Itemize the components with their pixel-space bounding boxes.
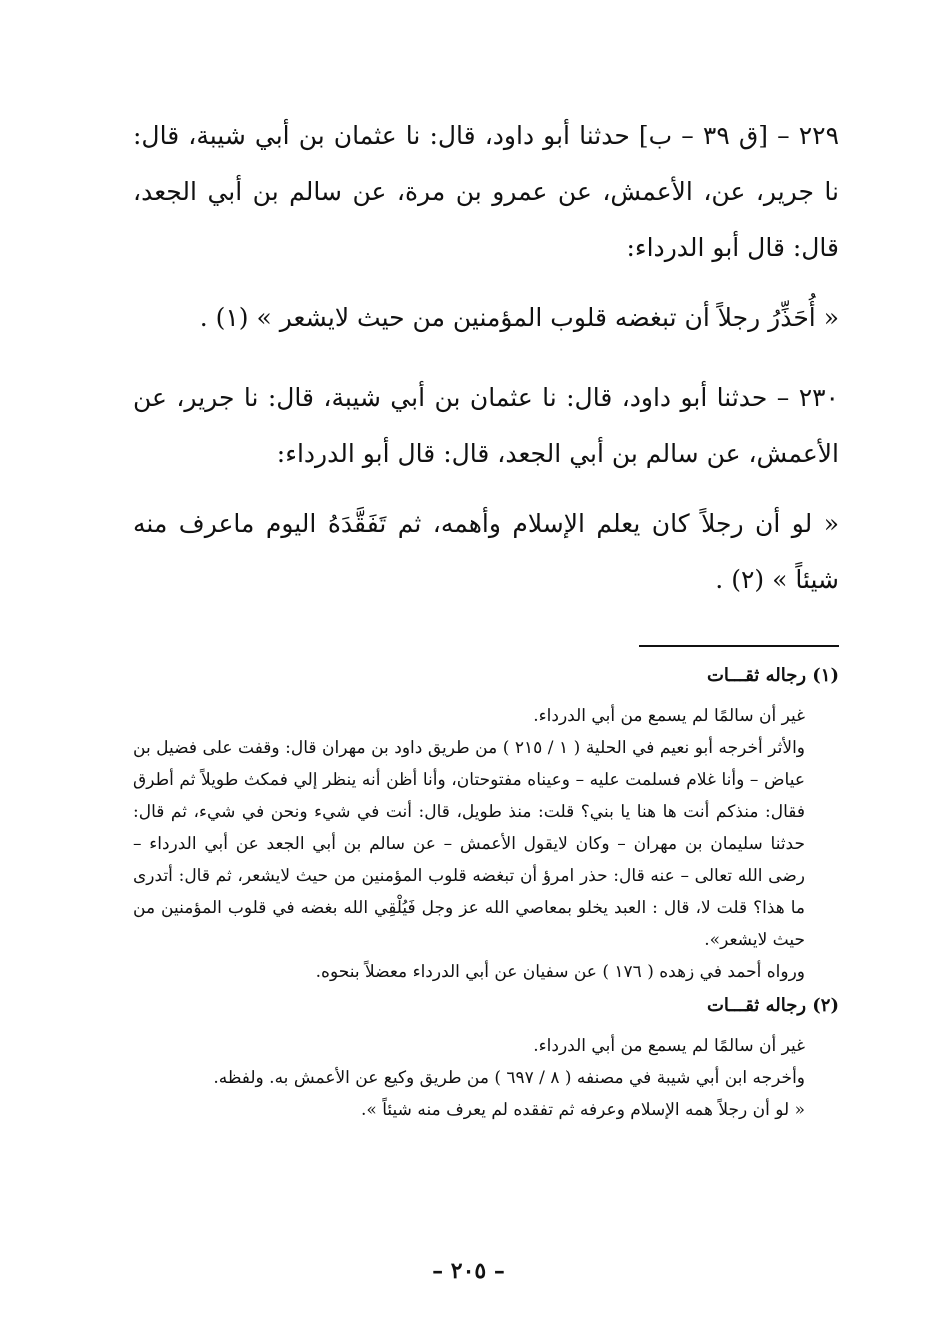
footnote-1-line: ورواه أحمد في زهده ( ١٧٦ ) عن سفيان عن أبي الدرداء معضلاً بنحوه. bbox=[315, 962, 805, 982]
footnote-2-line: « لو أن رجلاً همه الإسلام وعرفه ثم تفقده لم يعرف منه شيئاً ». bbox=[361, 1100, 805, 1120]
footnote-2-line: وأخرجه ابن أبي شيبة في مصنفه ( ٨ / ٦٩٧ ) من طريق وكيع عن الأعمش به. ولفظه. bbox=[213, 1068, 805, 1088]
footnote-divider bbox=[639, 645, 839, 647]
quote-229: « أُحَذِّرُ رجلاً أن تبغضه قلوب المؤمنين من حيث لايشعر » (١) . bbox=[199, 303, 839, 332]
footnotes bbox=[133, 660, 839, 1126]
main-text bbox=[133, 108, 839, 632]
footnote-2-line: غير أن سالمًا لم يسمع من أبي الدرداء. bbox=[533, 1036, 805, 1056]
hadith-230: ٢٣٠ – حدثنا أبو داود، قال: نا عثمان بن أبي شيبة، قال: نا جرير، عن الأعمش، عن سالم بن أبي الجعد، قال: قال أبو الدرداء: bbox=[133, 383, 839, 468]
footnote-1-body bbox=[133, 700, 839, 988]
footnote-1-line: والأثر أخرجه أبو نعيم في الحلية ( ١ / ٢١٥ ) من طريق داود بن مهران قال: وقفت على فضيل بن عياض – وأنا غلام فسلمت عليه – وعيناه مفتوحتان، وأنا أظن أنه ينظر إلي فمكث طويلاً ثم أطرق فقال: منذكم أنت ها هنا يا بني؟ قلت: منذ طويل، قال: أنت في شيء ونحن في شيء، ثم قال: حدثنا سليمان بن مهران – وكان لايقول الأعمش – عن سالم بن أبي الجعد عن أبي الدرداء – رضى الله تعالى – عنه قال: حذر امرؤ أن تبغضه قلوب المؤمنين من حيث لايشعر، ثم قال: أتدرى ما هذا؟ قلت لا، قال : العبد يخلو بمعاصي الله عز وجل فَيُلْقِي الله بغضه في قلوب المؤمنين من حيث لايشعر». bbox=[133, 738, 805, 950]
hadith-229: ٢٢٩ – [ق ٣٩ – ب] حدثنا أبو داود، قال: نا عثمان بن أبي شيبة، قال: نا جرير، عن، الأعمش، عن عمرو بن مرة، عن سالم بن أبي الجعد، قال: قال أبو الدرداء: bbox=[133, 121, 840, 262]
footnote-2-title: (٢) رجاله ثقـــات bbox=[706, 995, 839, 1016]
footnote-1-line: غير أن سالمًا لم يسمع من أبي الدرداء. bbox=[533, 706, 805, 726]
footnote-2-body bbox=[133, 1030, 839, 1126]
page-number: – ٢٠٥ – bbox=[432, 1258, 505, 1284]
footnote-1-title: (١) رجاله ثقـــات bbox=[706, 665, 839, 686]
quote-230: « لو أن رجلاً كان يعلم الإسلام وأهمه، ثم تَفَقَّدَهُ اليوم ماعرف منه شيئاً » (٢) . bbox=[133, 509, 839, 594]
